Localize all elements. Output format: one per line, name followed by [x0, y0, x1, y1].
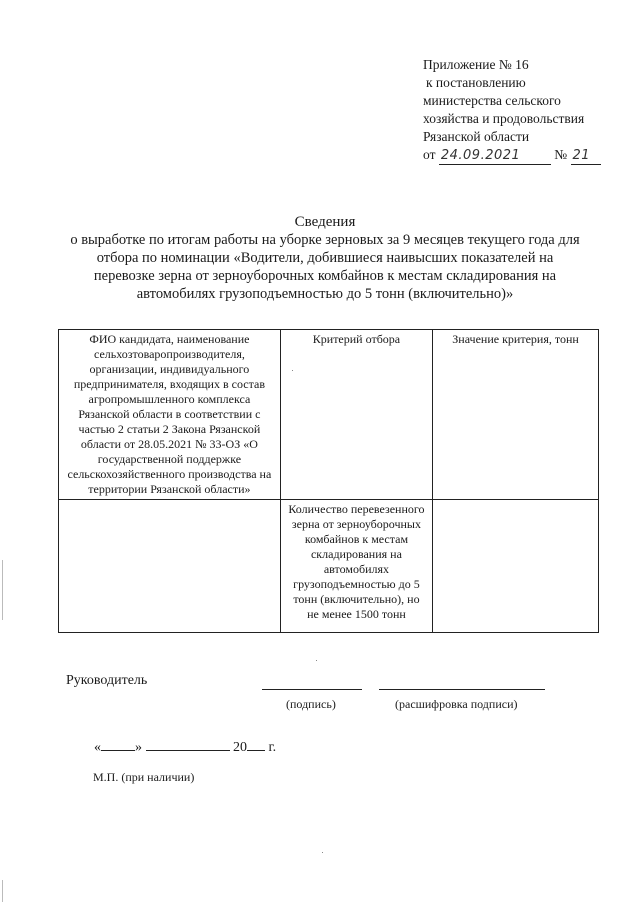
- header-value: Значение критерия, тонн: [433, 330, 599, 500]
- appendix-ministry-cont: хозяйства и продовольствия: [423, 111, 585, 126]
- signature-decode-caption: (расшифровка подписи): [395, 697, 518, 711]
- header-criterion: Критерий отбора: [280, 330, 432, 500]
- cell-candidate[interactable]: [59, 500, 281, 633]
- table-header-row: [59, 330, 599, 500]
- scan-dot: [322, 852, 323, 853]
- stamp-note: М.П. (при наличии): [93, 770, 195, 784]
- appendix-number: Приложение № 16: [423, 57, 529, 72]
- handwritten-date: 24.09.2021: [439, 148, 551, 165]
- month-blank[interactable]: [146, 737, 230, 751]
- appendix-date-line: [423, 146, 623, 165]
- title-line-2: отбора по номинации «Водители, добившиеся наивысших показателей на: [96, 250, 554, 266]
- from-prefix: от: [423, 147, 436, 162]
- title-heading: Сведения: [294, 214, 356, 230]
- signature-decode-line[interactable]: [379, 689, 545, 690]
- scan-margin-mark: [2, 880, 3, 902]
- appendix-region: Рязанской области: [423, 129, 530, 144]
- scan-margin-mark: [2, 560, 3, 620]
- appendix-resolution: к постановлению: [426, 75, 526, 90]
- cell-value[interactable]: [433, 500, 599, 633]
- scan-dot: [316, 660, 317, 661]
- document-title: [40, 213, 610, 303]
- appendix-block: [423, 56, 623, 165]
- head-label: Руководитель: [66, 673, 148, 688]
- date-close-quote: »: [135, 740, 142, 755]
- handwritten-number: 21: [571, 148, 601, 165]
- signature-caption: (подпись): [286, 697, 336, 711]
- number-prefix: №: [554, 147, 568, 162]
- data-table: [58, 329, 599, 633]
- date-open-quote: «: [94, 740, 101, 755]
- year-prefix: 20: [233, 740, 247, 755]
- cell-criterion: Количество перевезенного зерна от зерноуборочных комбайнов к местам складирования на автомобилях грузоподъемностью до 5 тонн (включительно), но не менее 1500 тонн: [280, 500, 432, 633]
- appendix-ministry: министерства сельского: [423, 93, 561, 108]
- table-row: [59, 500, 599, 633]
- year-blank[interactable]: [247, 737, 265, 751]
- scan-dot: [292, 370, 293, 371]
- header-candidate: ФИО кандидата, наименование сельхозтоваропроизводителя, организации, индивидуального предпринимателя, входящих в состав агропромышленного комплекса Рязанской области в соответствии с частью 2 статьи 2 Закона Рязанской области от 28.05.2021 № 33-ОЗ «О государственной поддержке сельскохозяйственного производства на территории Рязанской области»: [59, 330, 281, 500]
- title-line-4: автомобилях грузоподъемностью до 5 тонн (включительно)»: [136, 286, 514, 302]
- signature-line[interactable]: [262, 689, 362, 690]
- day-blank[interactable]: [101, 737, 135, 751]
- year-suffix: г.: [268, 740, 277, 755]
- signature-date: [94, 737, 276, 756]
- title-line-1: о выработке по итогам работы на уборке зерновых за 9 месяцев текущего года для: [70, 232, 580, 248]
- title-line-3: перевозке зерна от зерноуборочных комбайнов к местам складирования на: [93, 268, 557, 284]
